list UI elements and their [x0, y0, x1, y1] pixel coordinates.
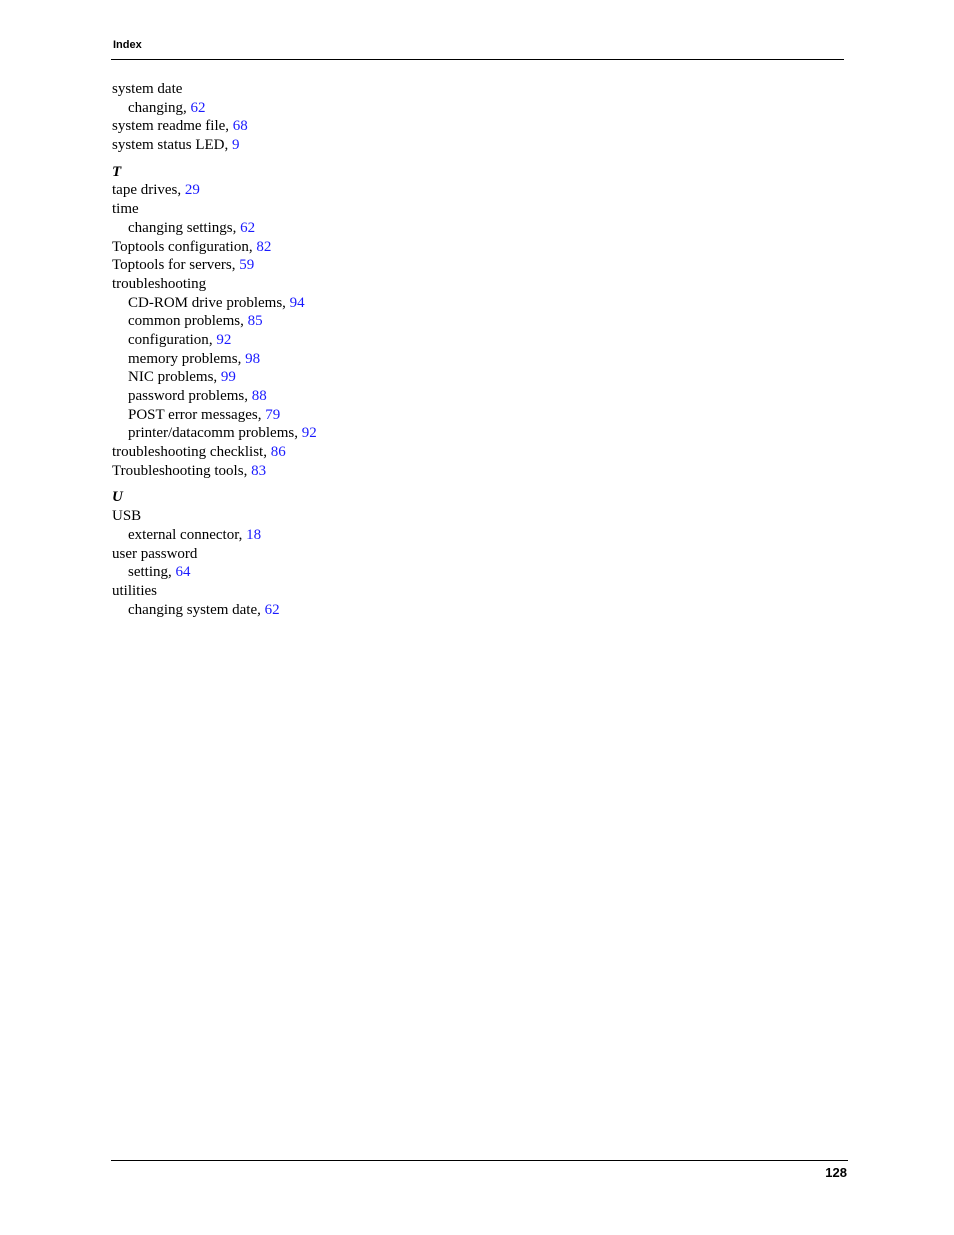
page-reference-link[interactable]: 62	[240, 219, 256, 236]
index-subentry: NIC problems, 99	[128, 369, 236, 386]
index-term: configuration	[128, 331, 209, 348]
index-entry	[112, 507, 712, 526]
index-term: USB	[112, 508, 142, 525]
page-reference-link[interactable]: 94	[289, 294, 305, 311]
index-entry	[112, 200, 712, 219]
page-header-title: Index	[113, 39, 142, 51]
index-entry	[112, 582, 712, 601]
index-term: NIC problems	[128, 369, 214, 386]
page-reference-link[interactable]: 18	[246, 526, 262, 543]
index-term: troubleshooting	[112, 275, 207, 292]
index-entry	[112, 545, 712, 564]
index-term: password problems	[128, 388, 245, 404]
index-term: changing system date	[128, 601, 258, 618]
index-term: POST error messages	[128, 406, 258, 423]
page-reference-link[interactable]: 92	[216, 331, 232, 348]
index-subentry: memory problems, 98	[128, 350, 261, 367]
index-term: tape drives	[112, 182, 178, 199]
index-entry	[112, 275, 712, 294]
index-term: CD-ROM drive problems	[128, 294, 283, 311]
page-reference-link[interactable]: 86	[270, 444, 286, 461]
index-subentry: external connector, 18	[128, 526, 262, 543]
index-subentry: printer/datacomm problems, 92	[128, 425, 317, 442]
page-reference-link[interactable]: 88	[251, 388, 267, 404]
page-reference-link[interactable]: 98	[245, 350, 261, 367]
index-entry: Toptools for servers, 59	[112, 257, 255, 274]
page-number: 128	[825, 1165, 847, 1180]
index-term: Toptools for servers	[112, 257, 232, 274]
page-reference-link[interactable]: 92	[301, 425, 317, 442]
index-entry: Toptools configuration, 82	[112, 238, 272, 255]
index-subentry: setting, 64	[128, 564, 191, 581]
index-term: changing	[128, 99, 183, 116]
index-term: utilities	[112, 582, 157, 599]
page-reference-link[interactable]: 62	[190, 99, 206, 116]
index-subentry: CD-ROM drive problems, 94	[128, 294, 305, 311]
index-term: user password	[112, 545, 198, 562]
index-subentry: changing settings, 62	[128, 219, 256, 236]
index-entry: system readme file, 68	[112, 118, 248, 135]
page-reference-link[interactable]: 82	[256, 238, 272, 255]
index-term: changing settings	[128, 219, 233, 236]
page-reference-link[interactable]: 79	[265, 406, 281, 423]
page-reference-link[interactable]: 9	[232, 137, 240, 154]
index-term: common problems	[128, 313, 241, 330]
page-reference-link[interactable]: 68	[232, 118, 248, 135]
index-term: troubleshooting checklist	[112, 444, 264, 461]
index-term: system readme file	[112, 118, 226, 135]
index-term: external connector	[128, 526, 239, 543]
page-reference-link[interactable]: 59	[239, 257, 255, 274]
index-term: setting	[128, 564, 168, 581]
page-reference-link[interactable]: 62	[264, 601, 280, 618]
index-term: Toptools configuration	[112, 238, 249, 255]
index-section-letter: U	[112, 489, 123, 506]
index-entry	[112, 80, 712, 99]
index-list	[112, 80, 712, 619]
index-entry: tape drives, 29	[112, 182, 200, 199]
index-subentry: common problems, 85	[128, 313, 263, 330]
index-term: system date	[112, 81, 183, 97]
index-section-letter: T	[112, 163, 122, 180]
page-reference-link[interactable]: 29	[184, 182, 200, 199]
index-entry: system status LED, 9	[112, 137, 240, 154]
index-subentry: POST error messages, 79	[128, 406, 281, 423]
index-term: Troubleshooting tools	[112, 462, 244, 479]
index-subentry: changing system date, 62	[128, 601, 280, 618]
index-subentry: changing, 62	[128, 99, 206, 116]
page-reference-link[interactable]: 64	[175, 564, 191, 581]
index-term: memory problems	[128, 350, 238, 367]
index-term: system status LED	[112, 137, 225, 154]
index-subentry: configuration, 92	[128, 331, 232, 348]
index-entry: troubleshooting checklist, 86	[112, 444, 286, 461]
page-reference-link[interactable]: 83	[251, 462, 267, 479]
index-subentry: password problems, 88	[128, 388, 267, 404]
index-term: printer/datacomm problems	[128, 425, 295, 442]
index-term: time	[112, 201, 139, 218]
page-reference-link[interactable]: 85	[247, 313, 263, 330]
page-reference-link[interactable]: 99	[220, 369, 236, 386]
index-entry: Troubleshooting tools, 83	[112, 462, 267, 479]
header-divider	[111, 59, 844, 60]
footer-divider	[111, 1160, 848, 1161]
